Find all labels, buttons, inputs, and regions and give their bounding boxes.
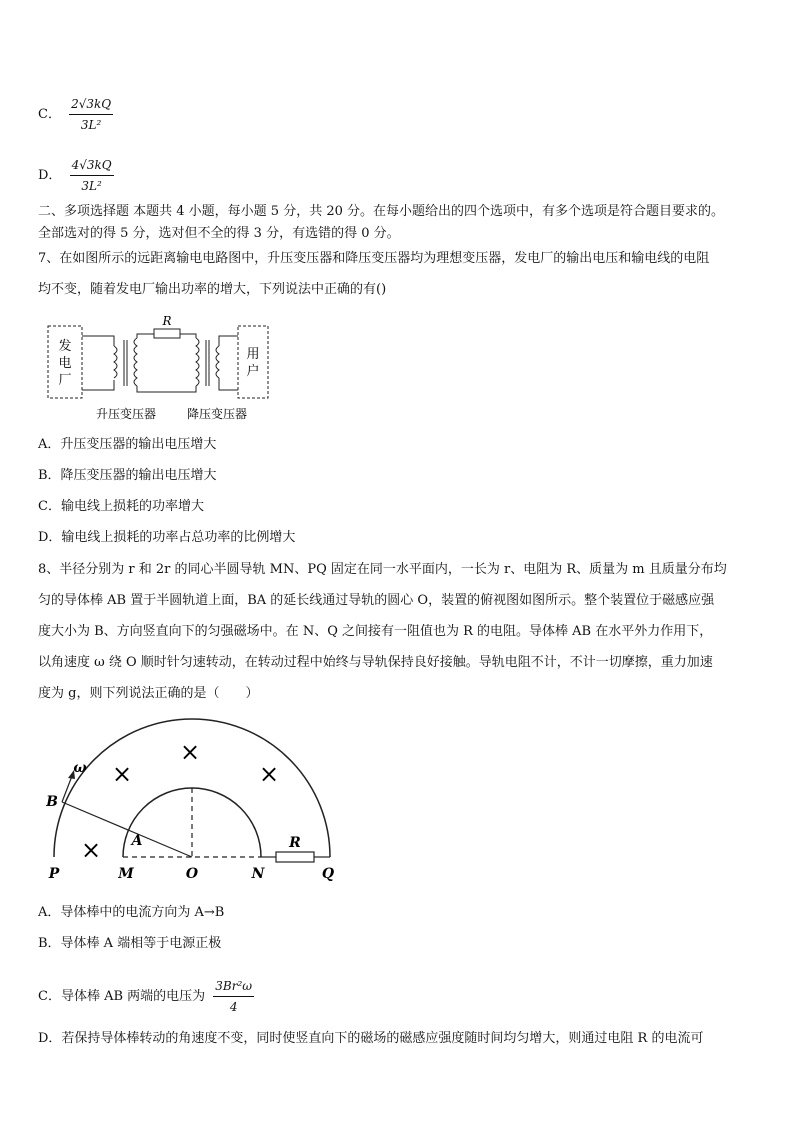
q7-option-b: B．降压变压器的输出电压增大 — [38, 468, 217, 483]
fraction — [70, 155, 114, 196]
fraction-numerator: 4√3kQ — [70, 155, 114, 176]
label-r: R — [289, 835, 301, 851]
fraction-numerator: 3Br²ω — [213, 976, 254, 997]
q8-line1: 8、半径分别为 r 和 2r 的同心半圆导轨 MN、PQ 固定在同一水平面内，一长为 r、电阻为 R、质量为 m 且质量分布均 — [38, 562, 727, 577]
field-cross-4: × — [80, 836, 102, 864]
option-letter: C． — [38, 107, 61, 122]
power-plant-char-1: 发 — [58, 339, 72, 354]
q8-line3: 度大小为 B、方向竖直向下的匀强磁场中。在 N、Q 之间接有一阻值也为 R 的电阻。导体棒 AB 在水平外力作用下， — [38, 624, 713, 639]
step-up-primary-coil — [114, 346, 117, 378]
q8-option-b: B．导体棒 A 端相等于电源正极 — [38, 936, 222, 951]
step-down-secondary-coil — [216, 346, 219, 378]
prev-option-c — [38, 94, 113, 135]
section2-line2: 全部选对的得 5 分，选对但不全的得 3 分，有选错的得 0 分。 — [38, 226, 400, 241]
step-down-label: 降压变压器 — [186, 407, 248, 421]
prev-option-d — [38, 155, 114, 196]
q8-option-a: A．导体棒中的电流方向为 A→B — [38, 905, 225, 920]
section2-line1: 二、多项选择题 本题共 4 小题，每小题 5 分，共 20 分。在每小题给出的四个选项中，有多个选项是符合题目要求的。 — [38, 204, 725, 219]
fraction — [213, 976, 254, 1017]
q7-option-c: C．输电线上损耗的功率增大 — [38, 499, 204, 514]
q8-line4: 以角速度 ω 绕 O 顺时针匀速转动，在转动过程中始终与导轨保持良好接触。导轨电阻不计，不计一切摩擦，重力加速 — [38, 655, 713, 670]
label-b: B — [46, 794, 58, 810]
label-m: M — [118, 866, 134, 882]
label-o: O — [185, 866, 199, 882]
fraction-denominator: 3L² — [80, 118, 102, 132]
q7-line1: 7、在如图所示的远距离输电电路图中，升压变压器和降压变压器均为理想变压器，发电厂的输出电压和输电线的电阻 — [38, 251, 710, 266]
label-omega: ω — [73, 760, 87, 776]
q8-line5: 度为 g，则下列说法正确的是（ ） — [38, 686, 259, 701]
q8-option-d: D．若保持导体棒转动的角速度不变，同时使竖直向下的磁场的磁感应强度随时间均匀增大，则通过电阻 R 的电流可 — [38, 1031, 704, 1046]
fraction-numerator: 2√3kQ — [69, 94, 113, 115]
power-plant-char-2: 电 — [58, 356, 72, 371]
step-up-secondary-coil — [134, 338, 137, 386]
semicircle-rail-figure — [40, 712, 350, 887]
user-char-2: 户 — [246, 364, 260, 379]
field-cross-1: × — [111, 760, 133, 788]
field-cross-3: × — [258, 760, 280, 788]
user-box — [238, 326, 268, 398]
q8-option-c — [38, 976, 254, 1017]
line-resistor — [154, 329, 180, 338]
power-plant-char-3: 厂 — [58, 373, 72, 388]
user-char-1: 用 — [246, 347, 260, 362]
resistor-label: R — [162, 314, 172, 328]
transmission-circuit-figure — [44, 314, 274, 426]
option-c-text: C．导体棒 AB 两端的电压为 — [38, 989, 206, 1004]
fraction-denominator: 4 — [229, 1000, 238, 1014]
load-resistor — [276, 852, 314, 862]
step-up-label: 升压变压器 — [95, 407, 157, 421]
q7-option-d: D．输电线上损耗的功率占总功率的比例增大 — [38, 530, 296, 545]
label-p: P — [48, 866, 60, 882]
fraction — [69, 94, 113, 135]
label-a: A — [131, 833, 143, 849]
label-n: N — [251, 866, 265, 882]
q7-line2: 均不变，随着发电厂输出功率的增大，下列说法中正确的有() — [38, 282, 387, 297]
fraction-denominator: 3L² — [81, 179, 102, 193]
field-cross-2: × — [179, 738, 201, 766]
step-down-primary-coil — [196, 338, 199, 386]
label-q: Q — [321, 866, 335, 882]
q7-option-a: A．升压变压器的输出电压增大 — [38, 437, 217, 452]
q8-line2: 匀的导体棒 AB 置于半圆轨道上面，BA 的延长线通过导轨的圆心 O，装置的俯视图如图所示。整个装置位于磁感应强 — [38, 593, 715, 608]
option-letter: D． — [38, 168, 62, 183]
